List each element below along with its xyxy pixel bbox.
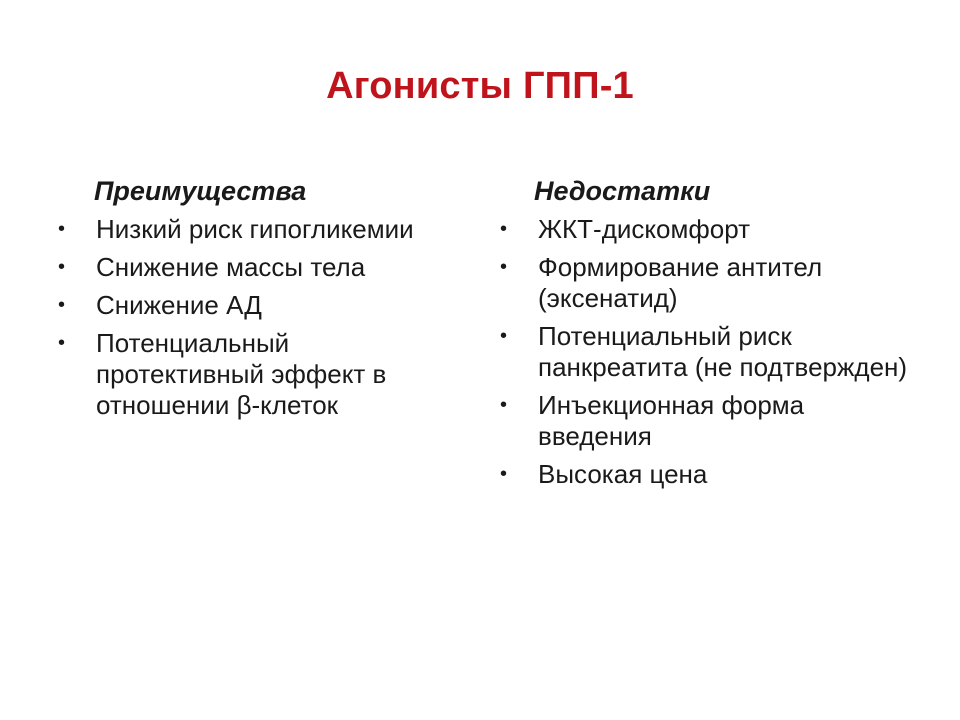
slide-title: Агонисты ГПП-1 bbox=[326, 65, 634, 107]
list-item-text: Потенциальный риск панкреатита (не подтвержден) bbox=[538, 321, 908, 382]
advantages-list bbox=[54, 214, 454, 421]
bullet-icon: • bbox=[58, 294, 66, 316]
bullet-icon: • bbox=[500, 463, 508, 485]
list-item-text: Снижение массы тела bbox=[96, 252, 366, 282]
list-item bbox=[496, 321, 916, 383]
disadvantages-list bbox=[496, 214, 916, 490]
bullet-icon: • bbox=[58, 218, 66, 240]
disadvantages-heading: Недостатки bbox=[534, 176, 711, 206]
list-item bbox=[496, 252, 916, 314]
bullet-icon: • bbox=[500, 256, 508, 278]
list-item bbox=[54, 214, 454, 245]
list-item bbox=[496, 459, 916, 490]
advantages-column bbox=[54, 172, 454, 428]
list-item bbox=[496, 390, 916, 452]
list-item-text: Снижение АД bbox=[96, 290, 262, 320]
list-item bbox=[496, 214, 916, 245]
list-item bbox=[54, 290, 454, 321]
list-item bbox=[54, 252, 454, 283]
list-item-text: Потенциальный протективный эффект в отношении β-клеток bbox=[96, 328, 387, 420]
disadvantages-column bbox=[496, 172, 916, 497]
bullet-icon: • bbox=[500, 394, 508, 416]
list-item-text: Низкий риск гипогликемии bbox=[96, 214, 414, 244]
bullet-icon: • bbox=[58, 256, 66, 278]
list-item-text: Формирование антител (эксенатид) bbox=[538, 252, 823, 313]
list-item-text: Высокая цена bbox=[538, 459, 708, 489]
advantages-heading: Преимущества bbox=[94, 176, 307, 206]
bullet-icon: • bbox=[500, 325, 508, 347]
bullet-icon: • bbox=[58, 332, 66, 354]
list-item-text: Инъекционная форма введения bbox=[538, 390, 805, 451]
list-item-text: ЖКТ-дискомфорт bbox=[538, 214, 751, 244]
bullet-icon: • bbox=[500, 218, 508, 240]
list-item bbox=[54, 328, 454, 421]
